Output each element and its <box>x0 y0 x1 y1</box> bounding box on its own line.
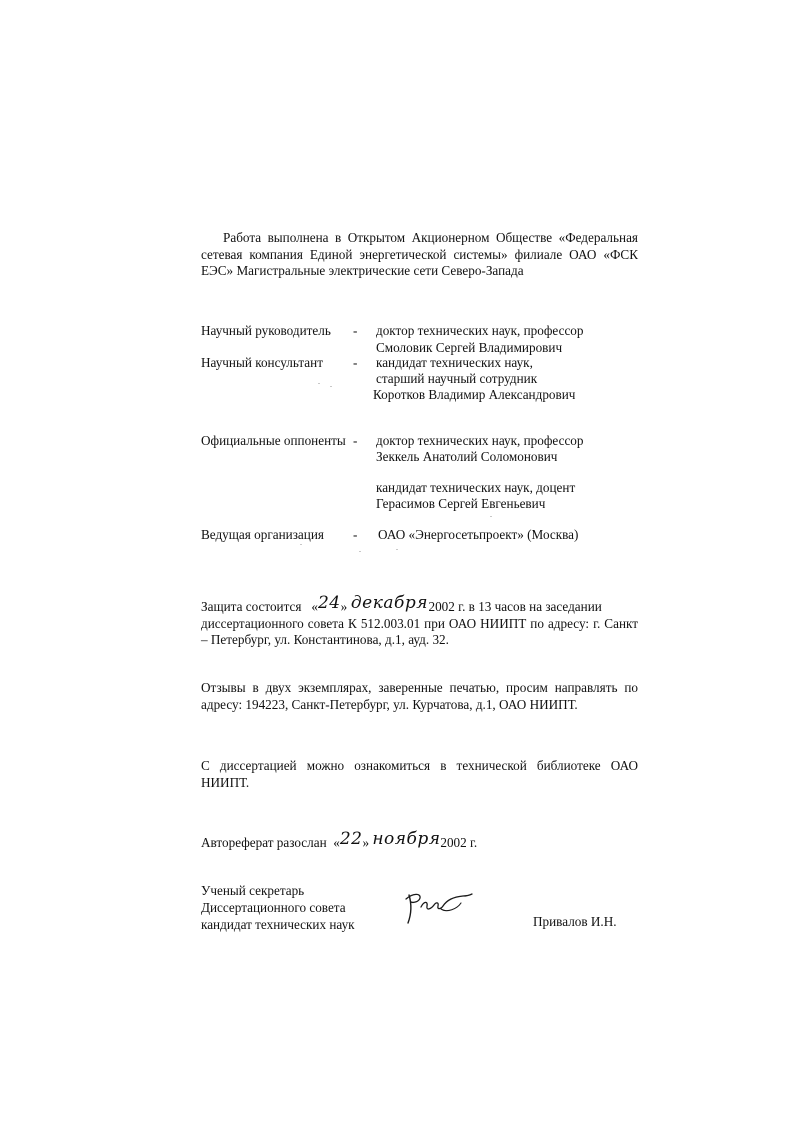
opponent-1-name-row <box>201 449 638 466</box>
defense-day-close: » <box>340 599 348 614</box>
scan-speck <box>330 386 332 387</box>
defense-line-1 <box>201 593 638 616</box>
opponent-2-degree-row <box>201 480 638 497</box>
consultant-label: Научный консультант <box>201 355 323 370</box>
secretary-title: Ученый секретарь <box>201 883 305 898</box>
opponent-2-degree: кандидат технических наук, доцент <box>376 480 576 495</box>
opponent-1-name: Зеккель Анатолий Соломонович <box>376 449 558 464</box>
reviews-line-1: Отзывы в двух экземплярах, заверенные печатью, просим направлять по <box>201 680 638 695</box>
intro-line-2: сетевая компания Единой энергетической системы» филиале ОАО «ФСК <box>201 246 638 262</box>
secretary-block <box>201 882 355 933</box>
supervisor-row <box>201 323 638 340</box>
consultant-degree: кандидат технических наук, <box>376 355 533 370</box>
consultant-name: Коротков Владимир Александрович <box>373 387 576 402</box>
leading-org-dash: - <box>353 527 358 542</box>
consultant-row <box>201 355 638 372</box>
secretary-name: Привалов И.Н. <box>533 914 617 929</box>
scan-speck <box>300 544 302 545</box>
consultant-title: старший научный сотрудник <box>376 371 538 386</box>
abstract-sent-prefix: Автореферат разослан <box>201 835 327 850</box>
defense-prefix: Защита состоится <box>201 599 302 614</box>
opponents-row <box>201 433 638 450</box>
defense-month-handwritten: декабря <box>350 593 429 613</box>
opponents-dash: - <box>353 433 358 448</box>
supervisor-dash: - <box>353 323 358 338</box>
abstract-sent-day-handwritten: 22 <box>339 829 363 849</box>
supervisor-label: Научный руководитель <box>201 323 331 338</box>
consultant-name-row <box>201 387 638 404</box>
abstract-sent-day-open: « <box>333 835 340 850</box>
scan-speck <box>396 549 398 550</box>
reviews-line-2: адресу: 194223, Санкт-Петербург, ул. Курчатова, д.1, ОАО НИИПТ. <box>201 696 578 712</box>
abstract-sent-month-handwritten: ноября <box>372 829 441 849</box>
library-line-1: С диссертацией можно ознакомиться в технической библиотеке ОАО <box>201 758 638 773</box>
library-paragraph <box>201 758 638 791</box>
consultant-dash: - <box>353 355 358 370</box>
scan-speck <box>318 383 320 384</box>
secretary-council: Диссертационного совета <box>201 900 346 915</box>
abstract-sent-day-close: » <box>362 835 370 850</box>
opponent-1-degree: доктор технических наук, профессор <box>376 433 584 448</box>
abstract-sent-line <box>201 829 638 852</box>
defense-day-open: « <box>311 599 318 614</box>
defense-day-handwritten: 24 <box>317 593 341 613</box>
opponent-2-name: Герасимов Сергей Евгеньевич <box>376 496 546 511</box>
abstract-sent-suffix: 2002 г. <box>440 835 478 850</box>
defense-rest-line-1: 2002 г. в 13 часов на заседании <box>428 599 602 614</box>
opponent-2-name-row <box>201 496 638 513</box>
scan-speck <box>359 551 361 552</box>
leading-org-value: ОАО «Энергосетьпроект» (Москва) <box>378 527 579 542</box>
secretary-degree: кандидат технических наук <box>201 917 355 932</box>
intro-line-3: ЕЭС» Магистральные электрические сети Северо-Запада <box>201 263 524 278</box>
leading-org-label: Ведущая организация <box>201 527 324 542</box>
intro-line-1: Работа выполнена в Открытом Акционерном Обществе «Федеральная <box>223 230 638 245</box>
signature-icon <box>403 887 475 927</box>
consultant-title-row <box>201 371 638 388</box>
defense-paragraph <box>201 593 638 649</box>
defense-line-2: диссертационного совета К 512.003.01 при ОАО НИИПТ по адресу: г. Санкт <box>201 615 638 631</box>
defense-line-3: – Петербург, ул. Константинова, д.1, ауд. 32. <box>201 632 449 647</box>
scan-speck <box>490 516 492 517</box>
library-line-2: НИИПТ. <box>201 774 250 790</box>
reviews-paragraph <box>201 680 638 713</box>
supervisor-degree: доктор технических наук, профессор <box>376 323 584 338</box>
leading-org-row <box>201 527 638 544</box>
intro-paragraph <box>201 230 638 280</box>
opponents-label: Официальные оппоненты <box>201 433 346 448</box>
supervisor-name: Смоловик Сергей Владимирович <box>376 340 563 355</box>
